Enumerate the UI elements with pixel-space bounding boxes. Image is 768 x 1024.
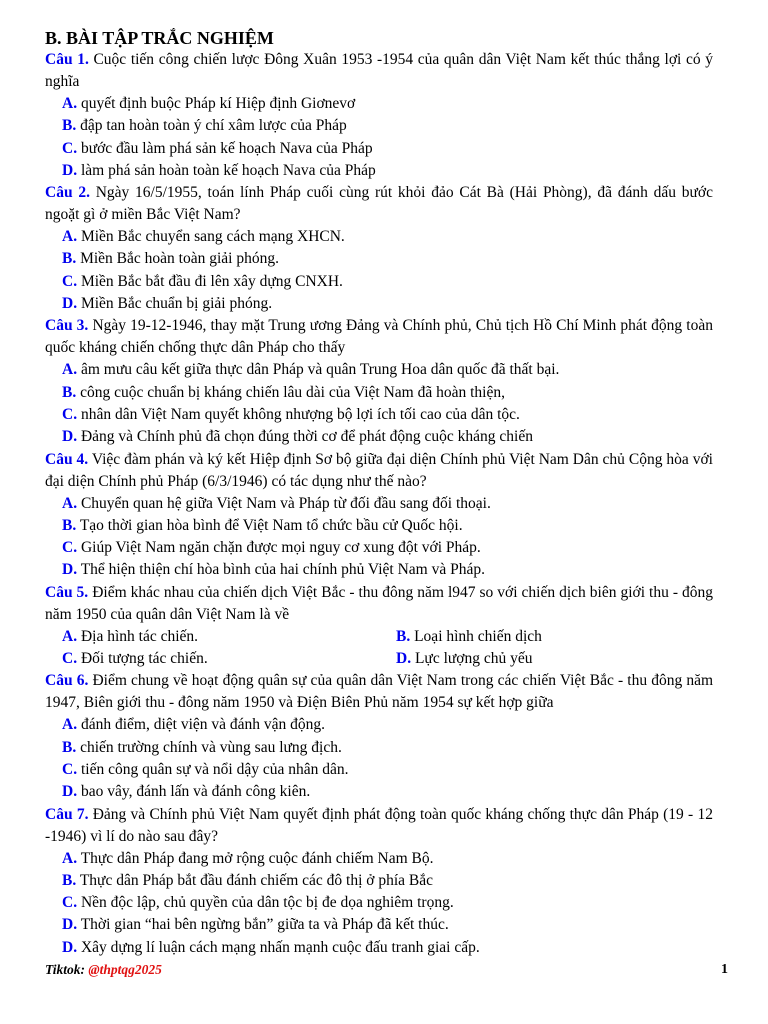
option-text: đập tan hoàn toàn ý chí xâm lược của Pháp	[80, 117, 347, 135]
option-b	[45, 870, 713, 892]
option-d	[379, 648, 713, 670]
option-b	[45, 515, 713, 537]
option-letter: A.	[62, 95, 78, 112]
option-letter: A.	[62, 228, 78, 246]
option-c	[45, 404, 713, 426]
option-a	[45, 848, 713, 870]
option-letter: A.	[62, 716, 78, 734]
question-number: Câu 2.	[45, 184, 90, 202]
option-letter: B.	[62, 117, 77, 135]
option-text: Địa hình tác chiến.	[80, 627, 199, 645]
option-letter: B.	[62, 383, 77, 401]
question-1	[45, 49, 713, 93]
option-text: Thể hiện thiện chí hòa bình của hai chính phủ Việt Nam và Pháp.	[80, 561, 485, 579]
option-text: Xây dựng lí luận cách mạng nhấn mạnh cuộc đấu tranh giai cấp.	[80, 938, 480, 956]
option-d	[45, 293, 713, 315]
option-letter: C.	[62, 405, 78, 423]
option-a	[45, 493, 713, 515]
option-letter: A.	[62, 849, 78, 867]
option-letter: B.	[62, 516, 77, 534]
option-b	[45, 737, 713, 759]
option-text: tiến công quân sự và nổi dậy của nhân dân.	[80, 760, 349, 778]
question-number: Câu 5.	[45, 583, 89, 601]
question-4	[45, 449, 713, 493]
question-number: Câu 4.	[45, 450, 89, 468]
option-c	[45, 138, 713, 160]
option-letter: D.	[62, 561, 78, 579]
option-c	[45, 537, 713, 559]
tiktok-handle: @thptqg2025	[88, 962, 162, 977]
option-d	[45, 781, 713, 803]
option-letter: C.	[62, 894, 78, 912]
option-a	[45, 626, 379, 648]
option-text: bước đầu làm phá sản kế hoạch Nava của Pháp	[80, 139, 373, 157]
option-letter: C.	[62, 760, 78, 778]
quiz-content	[45, 27, 713, 959]
option-text: Chuyển quan hệ giữa Việt Nam và Pháp từ đối đầu sang đối thoại.	[80, 494, 491, 512]
option-c	[45, 648, 379, 670]
option-text: Thực dân Pháp bắt đầu đánh chiếm các đô thị ở phía Bắc	[79, 871, 434, 889]
option-letter: B.	[62, 250, 77, 268]
option-c	[45, 892, 713, 914]
page-footer	[45, 960, 728, 980]
option-letter: D.	[62, 916, 78, 934]
option-a	[45, 226, 713, 248]
option-letter: C.	[62, 650, 78, 668]
question-number: Câu 6.	[45, 672, 89, 690]
options-row	[45, 626, 713, 648]
option-text: Thực dân Pháp đang mở rộng cuộc đánh chiếm Nam Bộ.	[80, 849, 434, 867]
option-text: Giúp Việt Nam ngăn chặn được mọi nguy cơ xung đột với Pháp.	[80, 539, 481, 557]
option-letter: D.	[62, 161, 78, 179]
option-letter: D.	[396, 650, 412, 668]
option-text: bao vây, đánh lấn và đánh công kiên.	[80, 783, 311, 801]
question-5	[45, 582, 713, 626]
option-c	[45, 271, 713, 293]
option-letter: A.	[62, 494, 78, 512]
option-text: Đảng và Chính phủ đã chọn đúng thời cơ để phát động cuộc kháng chiến	[80, 428, 533, 446]
question-text: Cuộc tiến công chiến lược Đông Xuân 1953 -1954 của quân dân Việt Nam kết thúc thắng lợi có ý nghĩa	[45, 51, 713, 90]
option-letter: C.	[62, 272, 78, 290]
option-text: Miền Bắc chuẩn bị giải phóng.	[80, 295, 273, 313]
option-letter: A.	[62, 627, 78, 645]
question-text: Điểm khác nhau của chiến dịch Việt Bắc - thu đông năm l947 so với chiến dịch biên giới thu - đông năm 1950 của quân dân Việt Nam là về	[45, 583, 713, 623]
option-letter: B.	[396, 627, 411, 645]
option-c	[45, 759, 713, 781]
option-letter: A.	[62, 361, 78, 379]
section-title: B. BÀI TẬP TRẮC NGHIỆM	[45, 28, 274, 48]
option-text: Thời gian “hai bên ngừng bắn” giữa ta và Pháp đã kết thúc.	[80, 916, 449, 934]
option-letter: D.	[62, 783, 78, 801]
option-text: Miền Bắc hoàn toàn giải phóng.	[80, 250, 279, 268]
option-text: nhân dân Việt Nam quyết không nhượng bộ lợi ích tối cao của dân tộc.	[80, 405, 520, 423]
question-number: Câu 3.	[45, 317, 89, 335]
option-b	[45, 115, 713, 137]
question-3	[45, 315, 713, 359]
option-d	[45, 559, 713, 581]
option-text: đánh điểm, diệt viện và đánh vận động.	[80, 716, 326, 734]
option-text: âm mưu câu kết giữa thực dân Pháp và quân Trung Hoa dân quốc đã thất bại.	[80, 361, 560, 379]
option-letter: B.	[62, 871, 77, 889]
question-text: Ngày 19-12-1946, thay mặt Trung ương Đảng và Chính phủ, Chủ tịch Hồ Chí Minh phát động toàn quốc kháng chiến chống thực dân Pháp cho thấy	[45, 317, 713, 357]
question-number: Câu 1.	[45, 51, 89, 68]
question-text: Đảng và Chính phủ Việt Nam quyết định phát động toàn quốc kháng chống thực dân Pháp (19 - 12 -1946) vì lí do nào sau đây?	[45, 805, 713, 845]
question-6	[45, 670, 713, 714]
option-b	[45, 382, 713, 404]
question-2	[45, 182, 713, 226]
option-text: Lực lượng chủ yếu	[414, 650, 533, 668]
option-text: Loại hình chiến dịch	[414, 627, 542, 645]
option-text: chiến trường chính và vùng sau lưng địch.	[80, 738, 342, 756]
option-letter: D.	[62, 428, 78, 446]
option-letter: D.	[62, 295, 78, 313]
option-letter: C.	[62, 139, 78, 157]
option-a	[45, 359, 713, 381]
question-text: Ngày 16/5/1955, toán lính Pháp cuối cùng rút khỏi đảo Cát Bà (Hải Phòng), đã đánh dấu bước ngoặt gì ở miền Bắc Việt Nam?	[45, 184, 713, 224]
option-text: công cuộc chuẩn bị kháng chiến lâu dài của Việt Nam đã hoàn thiện,	[80, 383, 505, 401]
option-text: Miền Bắc bắt đầu đi lên xây dựng CNXH.	[80, 272, 343, 290]
option-letter: D.	[62, 938, 78, 956]
option-text: quyết định buộc Pháp kí Hiệp định Giơnevơ	[80, 95, 356, 112]
option-b	[45, 248, 713, 270]
option-text: Miền Bắc chuyển sang cách mạng XHCN.	[80, 228, 345, 246]
options-row	[45, 648, 713, 670]
option-text: Đối tượng tác chiến.	[80, 650, 208, 668]
option-d	[45, 914, 713, 936]
option-letter: C.	[62, 539, 78, 557]
option-letter: B.	[62, 738, 77, 756]
option-a	[45, 714, 713, 736]
option-text: Nền độc lập, chủ quyền của dân tộc bị đe dọa nghiêm trọng.	[80, 894, 454, 912]
option-d	[45, 426, 713, 448]
question-number: Câu 7.	[45, 805, 89, 823]
option-a	[45, 93, 713, 115]
option-d	[45, 160, 713, 182]
option-b	[379, 626, 713, 648]
tiktok-label: Tiktok:	[45, 962, 85, 977]
question-text: Điểm chung về hoạt động quân sự của quân dân Việt Nam trong các chiến Việt Bắc - thu đông năm 1947, Biên giới thu - đông năm 1950 và Điện Biên Phủ năm 1954 sự kết hợp giữa	[45, 672, 714, 712]
option-d-extra	[45, 937, 713, 959]
option-text: Tạo thời gian hòa bình để Việt Nam tổ chức bầu cử Quốc hội.	[79, 516, 463, 534]
option-text: làm phá sản hoàn toàn kế hoạch Nava của Pháp	[80, 161, 376, 179]
question-text: Việc đàm phán và ký kết Hiệp định Sơ bộ giữa đại diện Chính phủ Việt Nam Dân chủ Cộng hòa với đại diện Chính phủ Pháp (6/3/1946) có tác dụng như thế nào?	[45, 450, 713, 490]
page-number: 1	[721, 962, 728, 977]
question-7	[45, 804, 713, 848]
